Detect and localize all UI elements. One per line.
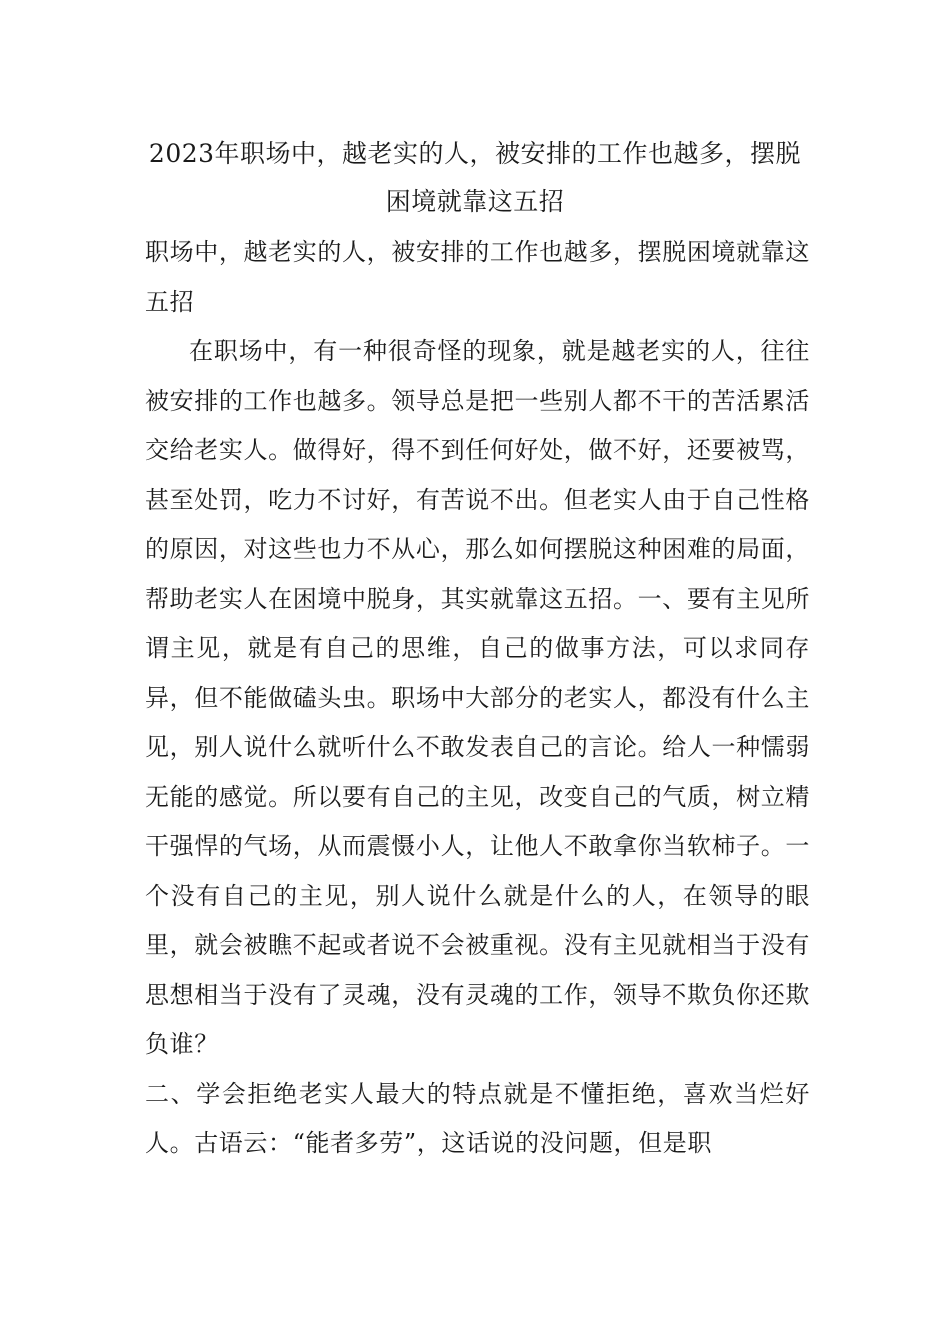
- paragraph-subtitle: 职场中，越老实的人，被安排的工作也越多，摆脱困境就靠这五招: [145, 238, 810, 316]
- paragraph-second-point: 二、学会拒绝老实人最大的特点就是不懂拒绝，喜欢当烂好人。古语云：“能者多劳”，这话说的没问题，但是职: [145, 1079, 810, 1157]
- document-title: 2023年职场中，越老实的人，被安排的工作也越多，摆脱困境就靠这五招: [148, 139, 802, 216]
- document-body: [145, 228, 810, 1169]
- paragraph-intro: 在职场中，有一种很奇怪的现象，就是越老实的人，往往被安排的工作也越多。领导总是把一些别人都不干的苦活累活交给老实人。做得好，得不到任何好处，做不好，还要被骂，甚至处罚，吃力不讨好，有苦说不出。但老实人由于自己性格的原因，对这些也力不从心，那么如何摆脱这种困难的局面，帮助老实人在困境中脱身，其实就靠这五招。一、要有主见所谓主见，就是有自己的思维，自己的做事方法，可以求同存异，但不能做磕头虫。职场中大部分的老实人，都没有什么主见，别人说什么就听什么不敢发表自己的言论。给人一种懦弱无能的感觉。所以要有自己的主见，改变自己的气质，树立精干强悍的气场，从而震慑小人，让他人不敢拿你当软柿子。一个没有自己的主见，别人说什么就是什么的人，在领导的眼里，就会被瞧不起或者说不会被重视。没有主见就相当于没有思想相当于没有了灵魂，没有灵魂的工作，领导不欺负你还欺负谁？: [145, 337, 810, 1058]
